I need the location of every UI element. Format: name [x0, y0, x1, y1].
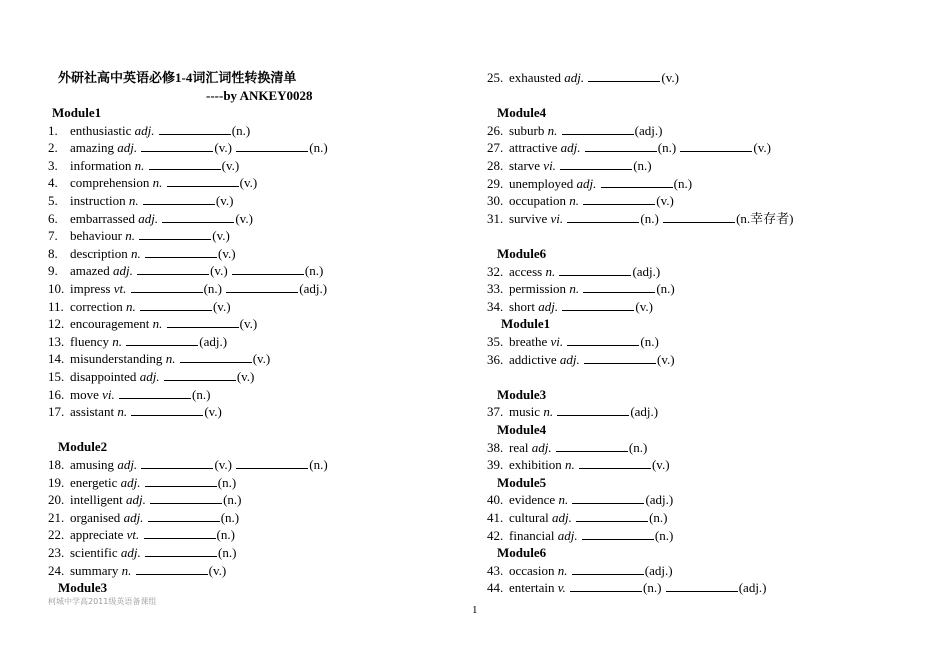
part-of-speech: adj. — [112, 263, 133, 278]
answer-blank — [585, 139, 657, 152]
target-pos: (adj.) — [645, 492, 674, 507]
item-word: disappointed — [70, 369, 137, 384]
vocab-item — [487, 139, 771, 156]
target-pos: (n.) — [217, 475, 237, 490]
answer-blank — [583, 192, 655, 205]
document-title: 外研社高中英语必修1-4词汇词性转换清单 — [58, 70, 297, 85]
item-number: 20. — [48, 492, 65, 507]
item-word: embarrassed — [70, 211, 135, 226]
answer-blank — [143, 192, 215, 205]
answer-blank — [562, 298, 634, 311]
item-word: addictive — [509, 352, 557, 367]
part-of-speech: v. — [557, 580, 566, 595]
vocab-item — [487, 351, 675, 368]
item-number: 22. — [48, 527, 65, 542]
target-pos: (adj.) — [738, 580, 767, 595]
item-word: enthusiastic — [70, 123, 132, 138]
part-of-speech: adj. — [551, 510, 572, 525]
item-number: 11. — [48, 299, 64, 314]
target-pos: (v.) — [212, 228, 230, 243]
item-number: 40. — [487, 492, 504, 507]
target-pos: (v.) — [221, 158, 240, 173]
answer-blank — [119, 386, 191, 399]
item-word: energetic — [70, 475, 118, 490]
target-pos: (n.幸存者) — [736, 211, 794, 226]
answer-blank — [567, 210, 639, 223]
part-of-speech: adj. — [559, 352, 580, 367]
item-number: 14. — [48, 351, 65, 366]
vocab-item — [48, 544, 236, 561]
item-number: 37. — [487, 404, 504, 419]
vocab-item — [487, 579, 767, 596]
target-pos: (n.) — [309, 457, 328, 472]
target-pos: (n.) — [657, 140, 677, 155]
answer-blank — [572, 562, 644, 575]
module-heading: Module4 — [497, 422, 547, 437]
target-pos: (n.) — [223, 492, 242, 507]
item-word: comprehension — [70, 175, 150, 190]
vocab-item — [48, 403, 222, 420]
part-of-speech: vt. — [113, 281, 127, 296]
item-number: 2. — [48, 140, 58, 155]
vocab-item — [48, 315, 257, 332]
vocab-item — [48, 192, 233, 209]
vocab-item — [487, 333, 659, 350]
target-pos: (v.) — [657, 352, 675, 367]
target-pos: (n.) — [192, 387, 211, 402]
vocab-item — [487, 192, 674, 209]
item-number: 30. — [487, 193, 504, 208]
part-of-speech: n. — [128, 193, 139, 208]
module-heading: Module5 — [497, 475, 547, 490]
target-pos: (n.) — [640, 211, 659, 226]
item-word: access — [509, 264, 543, 279]
item-word: occasion — [509, 563, 555, 578]
target-pos: (v.) — [214, 457, 233, 472]
answer-blank — [572, 491, 644, 504]
item-word: breathe — [509, 334, 548, 349]
item-word: assistant — [70, 404, 115, 419]
vocab-item — [48, 174, 257, 191]
answer-blank — [570, 579, 642, 592]
target-pos: (adj.) — [632, 264, 661, 279]
module-heading: Module6 — [497, 246, 547, 261]
part-of-speech: n. — [557, 563, 568, 578]
target-pos: (n.) — [231, 123, 251, 138]
item-word: real — [509, 440, 529, 455]
item-word: impress — [70, 281, 111, 296]
item-word: information — [70, 158, 132, 173]
item-word: misunderstanding — [70, 351, 163, 366]
vocab-item — [48, 280, 327, 297]
vocab-item — [487, 491, 673, 508]
answer-blank — [583, 280, 655, 293]
part-of-speech: n. — [558, 492, 569, 507]
part-of-speech: adj. — [125, 492, 146, 507]
item-number: 9. — [48, 263, 58, 278]
part-of-speech: adj. — [531, 440, 552, 455]
answer-blank — [145, 474, 217, 487]
item-word: financial — [509, 528, 555, 543]
item-word: starve — [509, 158, 541, 173]
target-pos: (n.) — [203, 281, 223, 296]
item-word: permission — [509, 281, 567, 296]
vocab-item — [487, 122, 662, 139]
part-of-speech: n. — [152, 316, 163, 331]
vocab-item — [487, 562, 673, 579]
answer-blank — [180, 350, 252, 363]
item-number: 1. — [48, 123, 58, 138]
item-number: 42. — [487, 528, 504, 543]
item-word: suburb — [509, 123, 545, 138]
item-word: amazed — [70, 263, 110, 278]
part-of-speech: adj. — [560, 140, 581, 155]
answer-blank — [126, 333, 198, 346]
vocab-item — [487, 509, 668, 526]
item-number: 16. — [48, 387, 65, 402]
target-pos: (n.) — [220, 510, 240, 525]
item-number: 21. — [48, 510, 65, 525]
vocab-item — [48, 227, 230, 244]
part-of-speech: adj. — [557, 528, 578, 543]
document-byline: ----by ANKEY0028 — [206, 88, 313, 103]
item-word: organised — [70, 510, 121, 525]
part-of-speech: n. — [134, 158, 145, 173]
item-number: 28. — [487, 158, 504, 173]
vocab-item — [48, 386, 210, 403]
part-of-speech: vi. — [543, 158, 556, 173]
vocab-item — [48, 333, 227, 350]
item-word: occupation — [509, 193, 567, 208]
item-number: 5. — [48, 193, 58, 208]
item-word: evidence — [509, 492, 556, 507]
target-pos: (v.) — [236, 369, 255, 384]
target-pos: (v.) — [235, 211, 253, 226]
item-word: survive — [509, 211, 548, 226]
item-word: music — [509, 404, 541, 419]
target-pos: (v.) — [753, 140, 771, 155]
target-pos: (n.) — [304, 263, 324, 278]
item-number: 43. — [487, 563, 504, 578]
answer-blank — [167, 174, 239, 187]
target-pos: (v.) — [214, 140, 232, 155]
target-pos: (v.) — [656, 193, 674, 208]
module-heading: Module6 — [497, 545, 547, 560]
part-of-speech: vi. — [550, 334, 564, 349]
part-of-speech: adj. — [120, 545, 141, 560]
part-of-speech: n. — [569, 193, 580, 208]
part-of-speech: n. — [125, 228, 135, 243]
item-number: 44. — [487, 580, 504, 595]
answer-blank — [680, 139, 752, 152]
part-of-speech: adj. — [123, 510, 144, 525]
target-pos: (n.) — [649, 510, 668, 525]
part-of-speech: adj. — [120, 475, 141, 490]
module-heading: Module3 — [58, 580, 108, 595]
answer-blank — [164, 368, 236, 381]
item-word: description — [70, 246, 128, 261]
item-number: 34. — [487, 299, 504, 314]
item-number: 41. — [487, 510, 504, 525]
target-pos: (v.) — [651, 457, 670, 472]
answer-blank — [144, 526, 216, 539]
part-of-speech: n. — [131, 246, 141, 261]
vocab-item — [48, 157, 239, 174]
footer-note: 柯城中学高2011级英语备课组 — [48, 597, 157, 606]
item-word: instruction — [70, 193, 126, 208]
answer-blank — [148, 509, 220, 522]
part-of-speech: n. — [545, 264, 556, 279]
target-pos: (adj.) — [299, 281, 328, 296]
target-pos: (n.) — [216, 527, 235, 542]
target-pos: (n.) — [673, 176, 693, 191]
target-pos: (v.) — [239, 316, 258, 331]
vocab-item — [48, 368, 254, 385]
item-number: 17. — [48, 404, 65, 419]
part-of-speech: adj. — [139, 369, 160, 384]
answer-blank — [232, 262, 304, 275]
answer-blank — [131, 280, 203, 293]
item-word: encouragement — [70, 316, 150, 331]
answer-blank — [584, 351, 656, 364]
answer-blank — [236, 139, 308, 152]
answer-blank — [556, 439, 628, 452]
item-word: correction — [70, 299, 123, 314]
item-number: 27. — [487, 140, 504, 155]
answer-blank — [560, 157, 632, 170]
part-of-speech: adj. — [134, 123, 155, 138]
target-pos: (v.) — [252, 351, 271, 366]
vocab-item — [48, 509, 239, 526]
item-number: 39. — [487, 457, 504, 472]
part-of-speech: n. — [152, 175, 163, 190]
part-of-speech: vi. — [550, 211, 564, 226]
answer-blank — [576, 509, 648, 522]
item-number: 26. — [487, 123, 504, 138]
target-pos: (n.) — [643, 580, 662, 595]
target-pos: (n.) — [654, 528, 674, 543]
target-pos: (n.) — [640, 334, 659, 349]
vocab-item — [487, 210, 794, 227]
module-heading: Module1 — [501, 316, 551, 331]
part-of-speech: n. — [117, 404, 128, 419]
item-number: 29. — [487, 176, 504, 191]
answer-blank — [162, 210, 234, 223]
item-number: 13. — [48, 334, 65, 349]
answer-blank — [141, 139, 213, 152]
module-heading: Module2 — [58, 439, 108, 454]
part-of-speech: adj. — [138, 211, 159, 226]
item-number: 7. — [48, 228, 58, 243]
item-number: 6. — [48, 211, 58, 226]
target-pos: (n.) — [628, 440, 648, 455]
item-number: 12. — [48, 316, 65, 331]
target-pos: (v.) — [635, 299, 653, 314]
target-pos: (n.) — [633, 158, 652, 173]
answer-blank — [167, 315, 239, 328]
item-number: 10. — [48, 281, 65, 296]
item-number: 8. — [48, 246, 58, 261]
item-word: cultural — [509, 510, 549, 525]
item-number: 15. — [48, 369, 65, 384]
target-pos: (v.) — [210, 263, 228, 278]
part-of-speech: vi. — [102, 387, 115, 402]
target-pos: (v.) — [212, 299, 231, 314]
vocab-item — [487, 298, 653, 315]
item-word: behaviour — [70, 228, 122, 243]
item-number: 19. — [48, 475, 65, 490]
answer-blank — [139, 227, 211, 240]
item-word: scientific — [70, 545, 118, 560]
answer-blank — [567, 333, 639, 346]
target-pos: (adj.) — [199, 334, 228, 349]
item-word: unemployed — [509, 176, 574, 191]
vocab-item — [48, 262, 323, 279]
part-of-speech: vt. — [126, 527, 140, 542]
vocab-item — [487, 69, 679, 86]
target-pos: (v.) — [661, 70, 679, 85]
vocab-item — [487, 175, 692, 192]
item-number: 36. — [487, 352, 504, 367]
target-pos: (v.) — [204, 404, 222, 419]
item-word: appreciate — [70, 527, 124, 542]
vocab-item — [487, 280, 675, 297]
answer-blank — [131, 403, 203, 416]
part-of-speech: adj. — [576, 176, 597, 191]
answer-blank — [579, 456, 651, 469]
answer-blank — [226, 280, 298, 293]
vocab-item — [48, 350, 270, 367]
vocab-item — [48, 139, 328, 156]
vocab-item — [487, 456, 670, 473]
target-pos: (n.) — [218, 545, 237, 560]
item-word: amusing — [70, 457, 115, 472]
module-heading: Module1 — [52, 105, 102, 120]
answer-blank — [150, 491, 222, 504]
item-word: exhausted — [509, 70, 561, 85]
target-pos: (v.) — [208, 563, 227, 578]
answer-blank — [559, 263, 631, 276]
answer-blank — [136, 562, 208, 575]
answer-blank — [663, 210, 735, 223]
vocab-item — [48, 526, 235, 543]
target-pos: (v.) — [239, 175, 258, 190]
answer-blank — [141, 456, 213, 469]
item-number: 32. — [487, 264, 504, 279]
part-of-speech: n. — [543, 404, 554, 419]
vocab-item — [48, 456, 328, 473]
vocab-item — [487, 157, 652, 174]
answer-blank — [236, 456, 308, 469]
vocab-item — [48, 562, 226, 579]
item-word: fluency — [70, 334, 109, 349]
target-pos: (adj.) — [630, 404, 659, 419]
item-word: summary — [70, 563, 119, 578]
vocab-item — [487, 263, 660, 280]
vocab-item — [48, 245, 236, 262]
answer-blank — [149, 157, 221, 170]
answer-blank — [562, 122, 634, 135]
part-of-speech: n. — [125, 299, 136, 314]
target-pos: (v.) — [215, 193, 234, 208]
item-word: intelligent — [70, 492, 123, 507]
part-of-speech: n. — [165, 351, 176, 366]
target-pos: (n.) — [309, 140, 328, 155]
item-word: attractive — [509, 140, 558, 155]
item-word: entertain — [509, 580, 555, 595]
target-pos: (adj.) — [634, 123, 663, 138]
vocab-item — [48, 210, 253, 227]
vocab-item — [48, 122, 250, 139]
item-number: 18. — [48, 457, 65, 472]
part-of-speech: n. — [564, 457, 575, 472]
answer-blank — [145, 544, 217, 557]
target-pos: (adj.) — [644, 563, 673, 578]
answer-blank — [159, 122, 231, 135]
vocab-item — [48, 491, 242, 508]
part-of-speech: adj. — [117, 457, 138, 472]
item-word: exhibition — [509, 457, 562, 472]
module-heading: Module4 — [497, 105, 547, 120]
vocab-item — [48, 298, 231, 315]
target-pos: (n.) — [656, 281, 675, 296]
part-of-speech: n. — [112, 334, 122, 349]
module-heading: Module3 — [497, 387, 547, 402]
answer-blank — [137, 262, 209, 275]
vocab-item — [487, 527, 673, 544]
part-of-speech: adj. — [538, 299, 559, 314]
item-number: 25. — [487, 70, 504, 85]
item-number: 35. — [487, 334, 504, 349]
vocab-item — [487, 439, 647, 456]
answer-blank — [140, 298, 212, 311]
item-number: 4. — [48, 175, 58, 190]
part-of-speech: n. — [121, 563, 132, 578]
vocab-item — [48, 474, 236, 491]
answer-blank — [666, 579, 738, 592]
item-number: 31. — [487, 211, 504, 226]
part-of-speech: adj. — [564, 70, 585, 85]
part-of-speech: n. — [569, 281, 580, 296]
item-number: 38. — [487, 440, 504, 455]
item-number: 23. — [48, 545, 65, 560]
item-word: short — [509, 299, 535, 314]
item-number: 24. — [48, 563, 65, 578]
part-of-speech: adj. — [117, 140, 138, 155]
item-word: move — [70, 387, 99, 402]
answer-blank — [145, 245, 217, 258]
part-of-speech: n. — [547, 123, 558, 138]
answer-blank — [588, 69, 660, 82]
vocab-item — [487, 403, 658, 420]
target-pos: (v.) — [218, 246, 236, 261]
item-word: amazing — [70, 140, 115, 155]
item-number: 33. — [487, 281, 504, 296]
answer-blank — [601, 175, 673, 188]
answer-blank — [582, 527, 654, 540]
item-number: 3. — [48, 158, 58, 173]
page-number: 1 — [472, 604, 478, 616]
answer-blank — [557, 403, 629, 416]
